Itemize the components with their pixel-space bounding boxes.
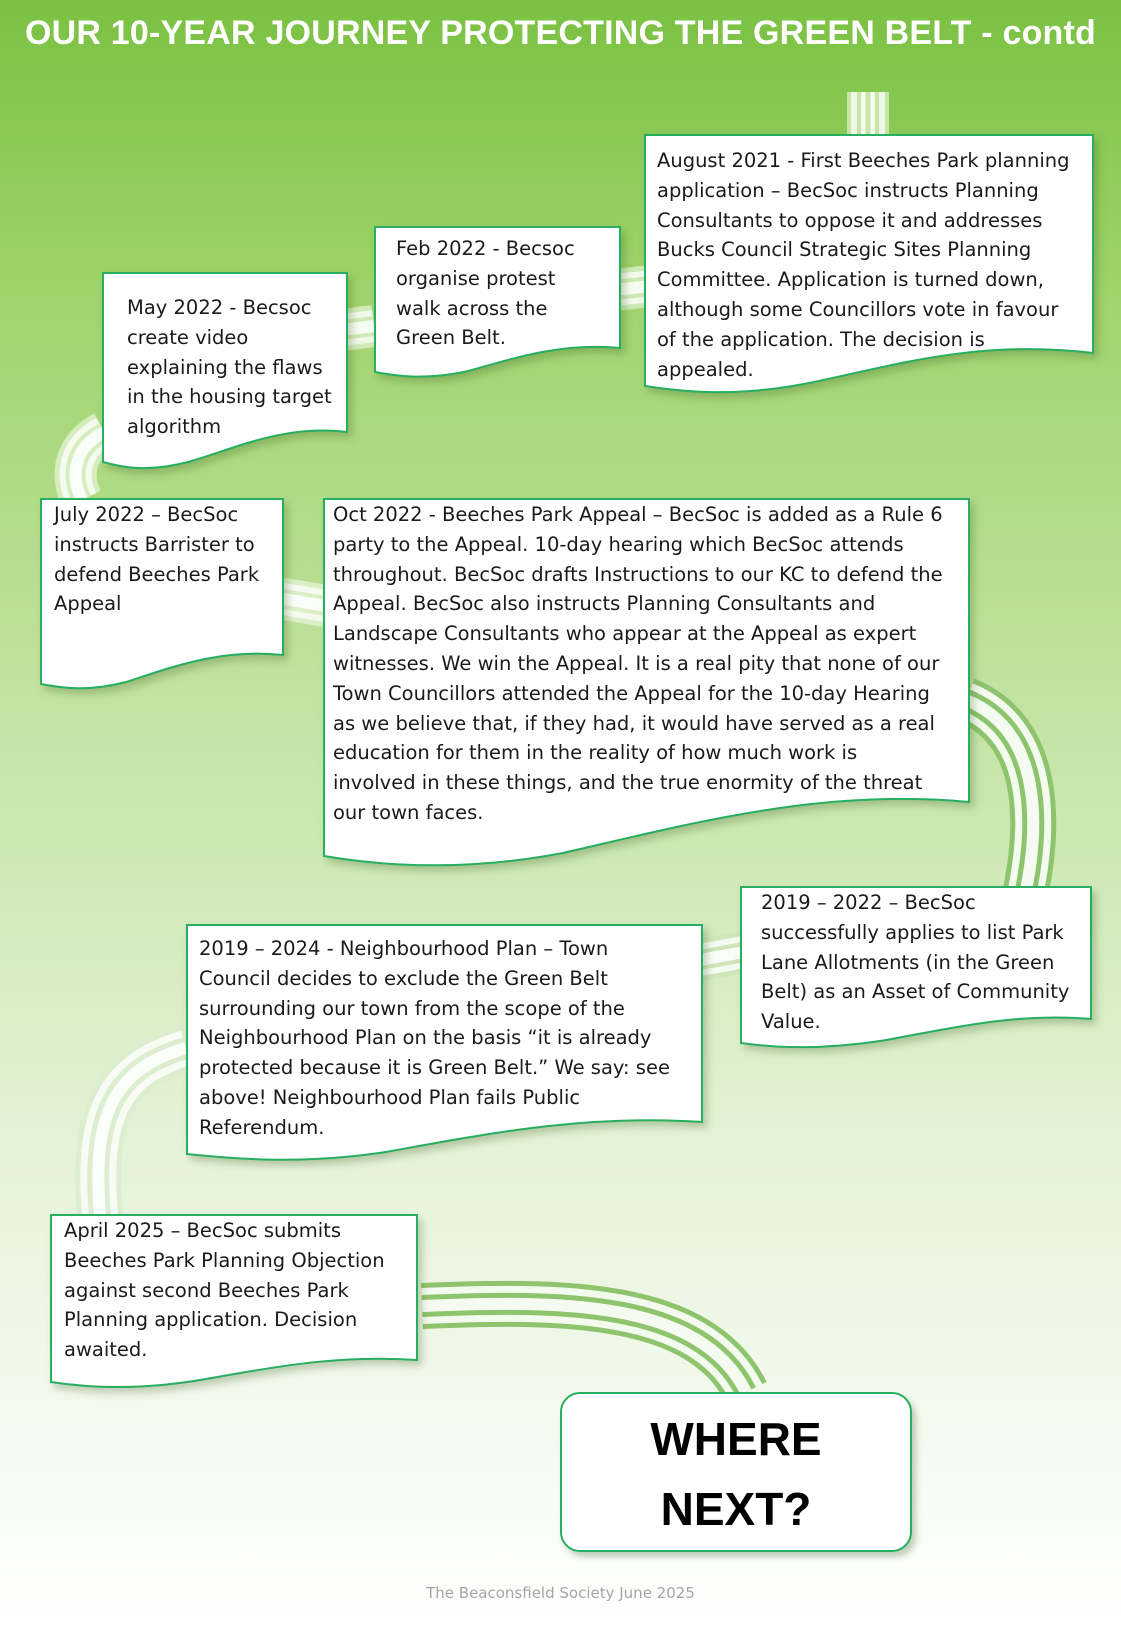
road-segment-allotments-neighbourhood: [700, 952, 744, 960]
text-line: of the application. The decision is: [657, 327, 985, 351]
text-line: above! Neighbourhood Plan fails Public: [199, 1085, 581, 1109]
where-next-line: WHERE: [650, 1413, 822, 1465]
road-segment-neighbourhood-april: [98, 1048, 186, 1216]
text-line: Town Councillors attended the Appeal for the 10-day Hearing: [333, 681, 930, 705]
text-line: Neighbourhood Plan on the basis “it is already: [199, 1026, 652, 1050]
text-line: Feb 2022 - Becsoc: [396, 237, 575, 260]
text-line: surrounding our town from the scope of the: [199, 996, 625, 1020]
timeline-text-feb-2022: [396, 234, 616, 353]
timeline-text-allotments: [761, 888, 1091, 1037]
text-line: as we believe that, if they had, it would have served as a real: [333, 711, 935, 735]
text-line: Consultants to oppose it and addresses: [657, 208, 1043, 232]
text-line: Appeal. BecSoc also instructs Planning Consultants and: [333, 592, 876, 616]
text-line: against second Beeches Park: [64, 1278, 349, 1302]
text-line: Bucks Council Strategic Sites Planning: [657, 238, 1032, 262]
text-line: algorithm: [127, 415, 222, 439]
page-title: OUR 10-YEAR JOURNEY PROTECTING THE GREEN BELT - contd: [25, 14, 1096, 52]
text-line: our town faces.: [333, 800, 484, 824]
footer-credit: The Beaconsfield Society June 2025: [426, 1584, 695, 1602]
text-line: throughout. BecSoc drafts Instructions to our KC to defend the: [333, 562, 943, 586]
text-line: witnesses. We win the Appeal. It is a real pity that none of our: [333, 651, 940, 675]
text-line: Committee. Application is turned down,: [657, 268, 1044, 292]
text-line: April 2025 – BecSoc submits: [64, 1219, 341, 1242]
text-line: appealed.: [657, 357, 754, 381]
text-line: Beeches Park Planning Objection: [64, 1248, 385, 1272]
text-line: Lane Allotments (in the Green: [761, 950, 1055, 974]
text-line: defend Beeches Park: [54, 562, 260, 586]
text-line: in the housing target: [127, 385, 332, 409]
text-line: 2019 – 2024 - Neighbourhood Plan – Town: [199, 937, 609, 960]
timeline-text-july-2022: [54, 500, 284, 619]
road-segment-may-july: [76, 432, 104, 500]
timeline-text-may-2022: [127, 293, 349, 442]
text-line: create video: [127, 325, 249, 349]
text-line: Planning application. Decision: [64, 1308, 358, 1332]
text-line: successfully applies to list Park: [761, 920, 1064, 944]
where-next-box: [560, 1392, 912, 1552]
text-line: Appeal: [54, 592, 122, 616]
text-line: Referendum.: [199, 1115, 325, 1139]
timeline-text-neighbourhood-plan: [199, 934, 699, 1143]
text-line: Value.: [761, 1010, 821, 1034]
text-line: Landscape Consultants who appear at the Appeal as expert: [333, 622, 917, 646]
text-line: walk across the: [396, 296, 548, 320]
text-line: Green Belt.: [396, 326, 506, 350]
text-line: application – BecSoc instructs Planning: [657, 178, 1039, 202]
timeline-text-oct-2022: [333, 500, 969, 828]
timeline-text-aug-2021: [657, 146, 1087, 384]
text-line: July 2022 – BecSoc: [54, 503, 239, 526]
text-line: protected because it is Green Belt.” We say: see: [199, 1056, 670, 1080]
timeline-text-april-2025: [64, 1216, 414, 1365]
text-line: party to the Appeal. 10-day hearing which BecSoc attends: [333, 532, 904, 556]
road-segment-oct-allotments: [966, 700, 1033, 890]
text-line: May 2022 - Becsoc: [127, 296, 312, 319]
text-line: instructs Barrister to: [54, 532, 255, 556]
text-line: Belt) as an Asset of Community: [761, 980, 1070, 1004]
text-line: 2019 – 2022 – BecSoc: [761, 891, 976, 914]
text-line: August 2021 - First Beeches Park planning: [657, 149, 1070, 172]
text-line: explaining the flaws: [127, 355, 323, 379]
text-line: Council decides to exclude the Green Belt: [199, 966, 608, 990]
text-line: organise protest: [396, 266, 556, 290]
text-line: involved in these things, and the true enormity of the threat: [333, 771, 923, 795]
where-next-line: NEXT?: [660, 1483, 812, 1535]
text-line: education for them in the reality of how much work is: [333, 741, 858, 765]
road-segment-april-where: [422, 1304, 746, 1392]
text-line: Oct 2022 - Beeches Park Appeal – BecSoc is added as a Rule 6: [333, 503, 943, 526]
text-line: although some Councillors vote in favour: [657, 297, 1059, 321]
text-line: awaited.: [64, 1338, 148, 1362]
